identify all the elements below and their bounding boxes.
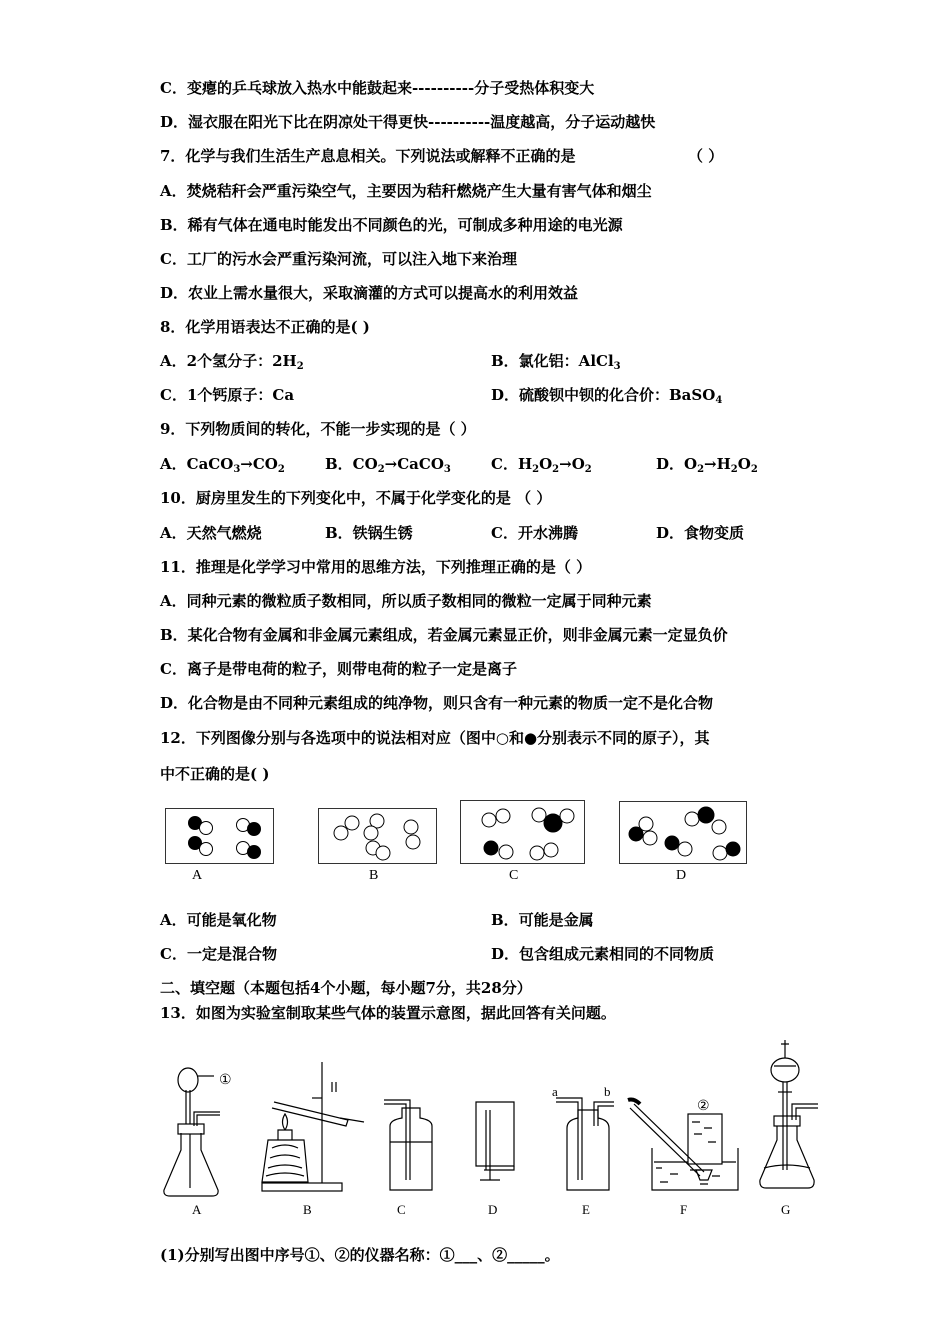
particle-box-a bbox=[165, 808, 274, 864]
q11-stem: 11．推理是化学学习中常用的思维方法，下列推理正确的是（ ） bbox=[160, 558, 592, 576]
q6-option-c: C．变瘪的乒乓球放入热水中能鼓起来----------分子受热体积变大 bbox=[160, 79, 595, 97]
particle-box-c bbox=[460, 800, 585, 864]
q13-stem: 13．如图为实验室制取某些气体的装置示意图，据此回答有关问题。 bbox=[160, 1004, 616, 1022]
q7-option-c: C．工厂的污水会严重污染河流，可以注入地下来治理 bbox=[160, 250, 517, 268]
apparatus-label-c: C bbox=[397, 1202, 406, 1217]
q10-option-c: C．开水沸腾 bbox=[491, 524, 578, 542]
q9-stem: 9．下列物质间的转化，不能一步实现的是（ ） bbox=[160, 420, 476, 438]
apparatus-label-f: F bbox=[680, 1202, 688, 1217]
q7-option-d: D．农业上需水量很大，采取滴灌的方式可以提高水的利用效益 bbox=[160, 284, 579, 302]
q9-option-c: C．$H_2O_2\to O_2$ bbox=[491, 455, 592, 475]
particle-label-a: A bbox=[192, 868, 203, 883]
port-b: b bbox=[604, 1084, 611, 1099]
q10-option-d: D．食物变质 bbox=[656, 524, 745, 542]
q9-option-d: D．$O_2\to H_2O_2$ bbox=[656, 455, 758, 475]
apparatus-a bbox=[164, 1068, 220, 1196]
apparatus-b bbox=[262, 1062, 364, 1191]
q7-option-b: B．稀有气体在通电时能发出不同颜色的光，可制成多种用途的电光源 bbox=[160, 216, 623, 234]
section-heading: 二、填空题（本题包括4个小题，每小题7分，共28分） bbox=[160, 979, 532, 997]
q7-answer-paren: （ ） bbox=[688, 147, 724, 165]
particle-label-c: C bbox=[509, 868, 519, 883]
q10-option-b: B．铁锅生锈 bbox=[325, 524, 413, 542]
q6-option-d: D．湿衣服在阳光下比在阴凉处干得更快----------温度越高，分子运动越快 bbox=[160, 113, 656, 131]
q12-option-c: C．一定是混合物 bbox=[160, 945, 277, 963]
marker-2: ② bbox=[697, 1099, 710, 1114]
q11-option-d: D．化合物是由不同种元素组成的纯净物，则只含有一种元素的物质一定不是化合物 bbox=[160, 694, 714, 712]
q12-stem-line1: 12．下列图像分别与各选项中的说法相对应（图中○和●分别表示不同的原子），其 bbox=[160, 729, 710, 747]
apparatus-g bbox=[760, 1040, 818, 1188]
q13-subquestion-1: (1)分别写出图中序号①、②的仪器名称：①___、②_____。 bbox=[160, 1246, 560, 1264]
apparatus-label-b: B bbox=[303, 1202, 312, 1217]
q9-option-a: A．$CaCO_3\to CO_2$ bbox=[160, 455, 285, 475]
particle-diagram-d bbox=[620, 802, 746, 863]
q8-stem: 8．化学用语表达不正确的是( ) bbox=[160, 318, 370, 336]
particle-label-d: D bbox=[676, 868, 687, 883]
apparatus-d bbox=[476, 1102, 514, 1180]
q12-option-d: D．包含组成元素相同的不同物质 bbox=[491, 945, 715, 963]
apparatus-c bbox=[384, 1100, 432, 1190]
apparatus-f bbox=[628, 1100, 738, 1191]
apparatus-diagram bbox=[0, 1030, 950, 1220]
apparatus-label-a: A bbox=[192, 1202, 202, 1217]
port-a: a bbox=[552, 1084, 558, 1099]
q7-stem: 7．化学与我们生活生产息息相关。下列说法或解释不正确的是 bbox=[160, 147, 576, 165]
q10-stem: 10．厨房里发生的下列变化中，不属于化学变化的是 （ ） bbox=[160, 489, 552, 507]
particle-diagram-a bbox=[166, 809, 273, 863]
q8-option-d: D．硫酸钡中钡的化合价：BaSO$_4$ bbox=[491, 386, 723, 406]
apparatus-label-e: E bbox=[582, 1202, 590, 1217]
particle-diagram-b bbox=[319, 809, 436, 863]
q11-option-a: A．同种元素的微粒质子数相同，所以质子数相同的微粒一定属于同种元素 bbox=[160, 592, 652, 610]
apparatus-e bbox=[556, 1098, 614, 1190]
q12-option-b: B．可能是金属 bbox=[491, 911, 594, 929]
q8-option-a: A．2个氢分子：$2H_2$ bbox=[160, 352, 304, 372]
q8-option-c: C．1个钙原子：Ca bbox=[160, 386, 295, 404]
q11-option-c: C．离子是带电荷的粒子，则带电荷的粒子一定是离子 bbox=[160, 660, 517, 678]
marker-1: ① bbox=[219, 1073, 232, 1088]
q12-stem-line2: 中不正确的是( ) bbox=[160, 765, 270, 783]
q8-option-b: B．氯化铝：AlCl$_3$ bbox=[491, 352, 621, 372]
particle-diagram-c bbox=[461, 801, 584, 863]
q7-option-a: A．焚烧秸秆会严重污染空气，主要因为秸秆燃烧产生大量有害气体和烟尘 bbox=[160, 182, 652, 200]
apparatus-label-d: D bbox=[488, 1202, 498, 1217]
particle-box-b bbox=[318, 808, 437, 864]
apparatus-label-g: G bbox=[781, 1202, 791, 1217]
q10-option-a: A．天然气燃烧 bbox=[160, 524, 262, 542]
particle-box-d bbox=[619, 801, 747, 864]
q9-option-b: B．$CO_2\to CaCO_3$ bbox=[325, 455, 451, 475]
q12-option-a: A．可能是氧化物 bbox=[160, 911, 277, 929]
q11-option-b: B．某化合物有金属和非金属元素组成，若金属元素显正价，则非金属元素一定显负价 bbox=[160, 626, 728, 644]
particle-label-b: B bbox=[369, 868, 379, 883]
